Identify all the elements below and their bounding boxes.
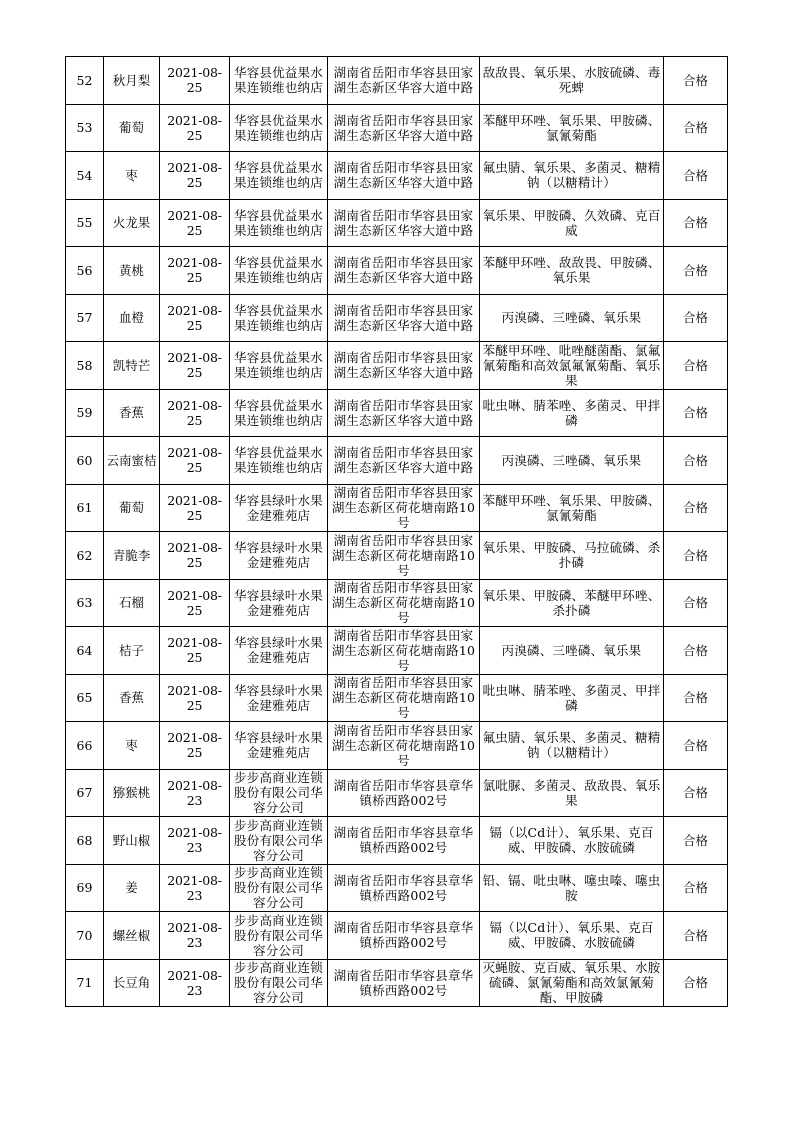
sample-number-cell: 57	[66, 294, 104, 342]
inspection-results-table	[65, 56, 728, 1007]
vendor-address-cell: 湖南省岳阳市华容县田家湖生态新区荷花塘南路10号	[328, 674, 480, 722]
vendor-address-cell: 湖南省岳阳市华容县田家湖生态新区华容大道中路	[328, 199, 480, 247]
sample-name-cell: 石榴	[104, 579, 160, 627]
result-cell: 合格	[664, 674, 728, 722]
sampling-date-cell: 2021-08-23	[160, 959, 230, 1007]
sample-name-cell: 黄桃	[104, 247, 160, 295]
sample-number-cell: 70	[66, 912, 104, 960]
sampling-date-cell: 2021-08-23	[160, 817, 230, 865]
sample-number-cell: 67	[66, 769, 104, 817]
table-row	[66, 152, 728, 200]
table-row	[66, 389, 728, 437]
test-items-cell: 丙溴磷、三唑磷、氧乐果	[480, 627, 664, 675]
vendor-address-cell: 湖南省岳阳市华容县田家湖生态新区华容大道中路	[328, 247, 480, 295]
table-row	[66, 674, 728, 722]
result-cell: 合格	[664, 342, 728, 390]
sampling-date-cell: 2021-08-23	[160, 769, 230, 817]
table-row	[66, 57, 728, 105]
vendor-name-cell: 华容县绿叶水果金建雅苑店	[230, 722, 328, 770]
vendor-name-cell: 华容县绿叶水果金建雅苑店	[230, 579, 328, 627]
table-row	[66, 199, 728, 247]
result-cell: 合格	[664, 769, 728, 817]
vendor-name-cell: 华容县优益果水果连锁维也纳店	[230, 437, 328, 485]
sampling-date-cell: 2021-08-25	[160, 627, 230, 675]
sampling-date-cell: 2021-08-25	[160, 342, 230, 390]
test-items-cell: 镉（以Cd计）、氧乐果、克百威、甲胺磷、水胺硫磷	[480, 912, 664, 960]
sample-name-cell: 猕猴桃	[104, 769, 160, 817]
vendor-address-cell: 湖南省岳阳市华容县章华镇桥西路002号	[328, 864, 480, 912]
vendor-name-cell: 华容县优益果水果连锁维也纳店	[230, 294, 328, 342]
vendor-name-cell: 华容县优益果水果连锁维也纳店	[230, 152, 328, 200]
sample-name-cell: 葡萄	[104, 484, 160, 532]
sample-name-cell: 青脆李	[104, 532, 160, 580]
table-row	[66, 769, 728, 817]
test-items-cell: 丙溴磷、三唑磷、氧乐果	[480, 294, 664, 342]
test-items-cell: 氧乐果、甲胺磷、马拉硫磷、杀扑磷	[480, 532, 664, 580]
vendor-address-cell: 湖南省岳阳市华容县章华镇桥西路002号	[328, 912, 480, 960]
table-row	[66, 864, 728, 912]
sample-number-cell: 55	[66, 199, 104, 247]
sample-name-cell: 云南蜜桔	[104, 437, 160, 485]
test-items-cell: 吡虫啉、腈苯唑、多菌灵、甲拌磷	[480, 389, 664, 437]
test-items-cell: 镉（以Cd计）、氧乐果、克百威、甲胺磷、水胺硫磷	[480, 817, 664, 865]
sampling-date-cell: 2021-08-25	[160, 389, 230, 437]
sample-number-cell: 54	[66, 152, 104, 200]
result-cell: 合格	[664, 389, 728, 437]
sample-number-cell: 58	[66, 342, 104, 390]
vendor-name-cell: 华容县绿叶水果金建雅苑店	[230, 532, 328, 580]
table-row	[66, 104, 728, 152]
vendor-name-cell: 步步高商业连锁股份有限公司华容分公司	[230, 912, 328, 960]
sampling-date-cell: 2021-08-25	[160, 199, 230, 247]
vendor-name-cell: 华容县优益果水果连锁维也纳店	[230, 247, 328, 295]
sample-name-cell: 凯特芒	[104, 342, 160, 390]
test-items-cell: 氟虫腈、氧乐果、多菌灵、糖精钠（以糖精计）	[480, 722, 664, 770]
test-items-cell: 丙溴磷、三唑磷、氧乐果	[480, 437, 664, 485]
test-items-cell: 敌敌畏、氧乐果、水胺硫磷、毒死蜱	[480, 57, 664, 105]
result-cell: 合格	[664, 627, 728, 675]
vendor-address-cell: 湖南省岳阳市华容县田家湖生态新区华容大道中路	[328, 437, 480, 485]
table-row	[66, 627, 728, 675]
test-items-cell: 苯醚甲环唑、氧乐果、甲胺磷、氯氰菊酯	[480, 484, 664, 532]
result-cell: 合格	[664, 294, 728, 342]
sample-number-cell: 62	[66, 532, 104, 580]
vendor-address-cell: 湖南省岳阳市华容县章华镇桥西路002号	[328, 817, 480, 865]
table-row	[66, 817, 728, 865]
table-row	[66, 722, 728, 770]
vendor-name-cell: 华容县优益果水果连锁维也纳店	[230, 342, 328, 390]
test-items-cell: 吡虫啉、腈苯唑、多菌灵、甲拌磷	[480, 674, 664, 722]
sampling-date-cell: 2021-08-25	[160, 437, 230, 485]
result-cell: 合格	[664, 57, 728, 105]
vendor-name-cell: 华容县优益果水果连锁维也纳店	[230, 199, 328, 247]
table-row	[66, 959, 728, 1007]
result-cell: 合格	[664, 912, 728, 960]
test-items-cell: 铅、镉、吡虫啉、噻虫嗪、噻虫胺	[480, 864, 664, 912]
vendor-address-cell: 湖南省岳阳市华容县田家湖生态新区华容大道中路	[328, 389, 480, 437]
sample-number-cell: 68	[66, 817, 104, 865]
result-cell: 合格	[664, 817, 728, 865]
sample-name-cell: 香蕉	[104, 674, 160, 722]
table-row	[66, 579, 728, 627]
sampling-date-cell: 2021-08-25	[160, 247, 230, 295]
result-cell: 合格	[664, 437, 728, 485]
table-row	[66, 484, 728, 532]
table-row	[66, 912, 728, 960]
test-items-cell: 氯吡脲、多菌灵、敌敌畏、氧乐果	[480, 769, 664, 817]
table-row	[66, 437, 728, 485]
sample-name-cell: 火龙果	[104, 199, 160, 247]
result-cell: 合格	[664, 864, 728, 912]
sampling-date-cell: 2021-08-25	[160, 674, 230, 722]
sampling-date-cell: 2021-08-25	[160, 104, 230, 152]
sample-number-cell: 71	[66, 959, 104, 1007]
sample-number-cell: 66	[66, 722, 104, 770]
test-items-cell: 苯醚甲环唑、吡唑醚菌酯、氯氟氰菊酯和高效氯氟氰菊酯、氧乐果	[480, 342, 664, 390]
vendor-address-cell: 湖南省岳阳市华容县田家湖生态新区荷花塘南路10号	[328, 579, 480, 627]
vendor-address-cell: 湖南省岳阳市华容县田家湖生态新区荷花塘南路10号	[328, 627, 480, 675]
vendor-name-cell: 华容县优益果水果连锁维也纳店	[230, 104, 328, 152]
sample-name-cell: 葡萄	[104, 104, 160, 152]
table-body	[66, 57, 728, 1007]
vendor-name-cell: 华容县优益果水果连锁维也纳店	[230, 57, 328, 105]
vendor-address-cell: 湖南省岳阳市华容县田家湖生态新区华容大道中路	[328, 342, 480, 390]
sample-number-cell: 60	[66, 437, 104, 485]
test-items-cell: 苯醚甲环唑、敌敌畏、甲胺磷、氧乐果	[480, 247, 664, 295]
vendor-address-cell: 湖南省岳阳市华容县章华镇桥西路002号	[328, 959, 480, 1007]
test-items-cell: 氧乐果、甲胺磷、苯醚甲环唑、杀扑磷	[480, 579, 664, 627]
sampling-date-cell: 2021-08-25	[160, 57, 230, 105]
sample-number-cell: 53	[66, 104, 104, 152]
result-cell: 合格	[664, 199, 728, 247]
sample-number-cell: 52	[66, 57, 104, 105]
test-items-cell: 灭蝇胺、克百威、氧乐果、水胺硫磷、氯氰菊酯和高效氯氰菊酯、甲胺磷	[480, 959, 664, 1007]
sample-number-cell: 64	[66, 627, 104, 675]
sample-number-cell: 61	[66, 484, 104, 532]
sample-number-cell: 69	[66, 864, 104, 912]
sample-name-cell: 长豆角	[104, 959, 160, 1007]
sampling-date-cell: 2021-08-23	[160, 912, 230, 960]
test-items-cell: 氟虫腈、氧乐果、多菌灵、糖精钠（以糖精计）	[480, 152, 664, 200]
vendor-address-cell: 湖南省岳阳市华容县田家湖生态新区华容大道中路	[328, 152, 480, 200]
sample-name-cell: 香蕉	[104, 389, 160, 437]
result-cell: 合格	[664, 532, 728, 580]
test-items-cell: 苯醚甲环唑、氧乐果、甲胺磷、氯氰菊酯	[480, 104, 664, 152]
sample-number-cell: 59	[66, 389, 104, 437]
sampling-date-cell: 2021-08-25	[160, 484, 230, 532]
sample-name-cell: 野山椒	[104, 817, 160, 865]
sample-number-cell: 65	[66, 674, 104, 722]
vendor-address-cell: 湖南省岳阳市华容县章华镇桥西路002号	[328, 769, 480, 817]
test-items-cell: 氧乐果、甲胺磷、久效磷、克百威	[480, 199, 664, 247]
result-cell: 合格	[664, 722, 728, 770]
vendor-name-cell: 华容县绿叶水果金建雅苑店	[230, 484, 328, 532]
vendor-address-cell: 湖南省岳阳市华容县田家湖生态新区华容大道中路	[328, 294, 480, 342]
sample-name-cell: 姜	[104, 864, 160, 912]
vendor-name-cell: 华容县优益果水果连锁维也纳店	[230, 389, 328, 437]
sampling-date-cell: 2021-08-23	[160, 864, 230, 912]
vendor-address-cell: 湖南省岳阳市华容县田家湖生态新区华容大道中路	[328, 104, 480, 152]
table-row	[66, 342, 728, 390]
sampling-date-cell: 2021-08-25	[160, 579, 230, 627]
vendor-name-cell: 步步高商业连锁股份有限公司华容分公司	[230, 864, 328, 912]
sampling-date-cell: 2021-08-25	[160, 294, 230, 342]
result-cell: 合格	[664, 152, 728, 200]
sample-name-cell: 螺丝椒	[104, 912, 160, 960]
result-cell: 合格	[664, 104, 728, 152]
sample-number-cell: 63	[66, 579, 104, 627]
result-cell: 合格	[664, 247, 728, 295]
sampling-date-cell: 2021-08-25	[160, 532, 230, 580]
vendor-address-cell: 湖南省岳阳市华容县田家湖生态新区华容大道中路	[328, 57, 480, 105]
result-cell: 合格	[664, 579, 728, 627]
sampling-date-cell: 2021-08-25	[160, 152, 230, 200]
vendor-name-cell: 步步高商业连锁股份有限公司华容分公司	[230, 769, 328, 817]
table-row	[66, 294, 728, 342]
table-row	[66, 532, 728, 580]
sample-name-cell: 桔子	[104, 627, 160, 675]
table-row	[66, 247, 728, 295]
vendor-name-cell: 华容县绿叶水果金建雅苑店	[230, 627, 328, 675]
sample-number-cell: 56	[66, 247, 104, 295]
sample-name-cell: 枣	[104, 722, 160, 770]
vendor-name-cell: 步步高商业连锁股份有限公司华容分公司	[230, 817, 328, 865]
vendor-address-cell: 湖南省岳阳市华容县田家湖生态新区荷花塘南路10号	[328, 532, 480, 580]
sampling-date-cell: 2021-08-25	[160, 722, 230, 770]
sample-name-cell: 血橙	[104, 294, 160, 342]
sample-name-cell: 秋月梨	[104, 57, 160, 105]
result-cell: 合格	[664, 959, 728, 1007]
vendor-name-cell: 步步高商业连锁股份有限公司华容分公司	[230, 959, 328, 1007]
sample-name-cell: 枣	[104, 152, 160, 200]
vendor-name-cell: 华容县绿叶水果金建雅苑店	[230, 674, 328, 722]
result-cell: 合格	[664, 484, 728, 532]
vendor-address-cell: 湖南省岳阳市华容县田家湖生态新区荷花塘南路10号	[328, 484, 480, 532]
vendor-address-cell: 湖南省岳阳市华容县田家湖生态新区荷花塘南路10号	[328, 722, 480, 770]
